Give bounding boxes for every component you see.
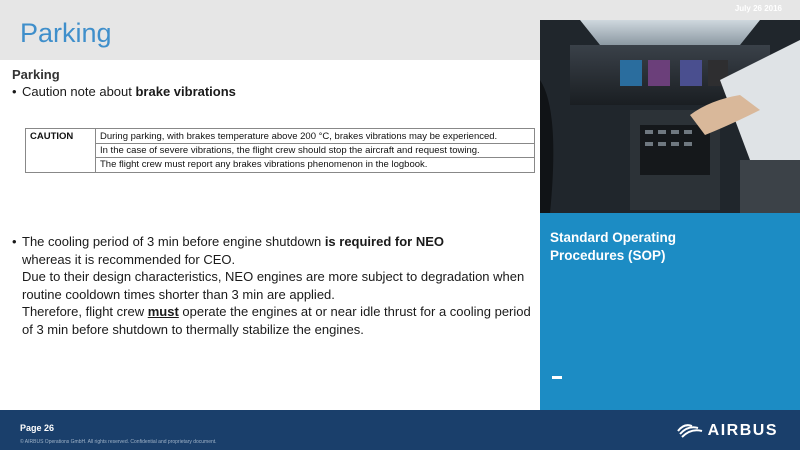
copyright-text: © AIRBUS Operations GmbH. All rights reserved. Confidential and proprietary document. bbox=[20, 439, 217, 445]
bullet-dot: • bbox=[12, 84, 17, 99]
sop-panel bbox=[540, 213, 800, 410]
cooling-line-4 bbox=[12, 303, 542, 338]
cooling-line-2: whereas it is recommended for CEO. bbox=[22, 251, 236, 267]
caution-body bbox=[96, 129, 535, 173]
airbus-wordmark: AIRBUS bbox=[707, 422, 778, 439]
cooling-intro: The cooling period of 3 min before engine shutdown bbox=[22, 234, 325, 249]
sop-dash bbox=[552, 376, 562, 379]
airbus-swirl-icon bbox=[676, 422, 704, 440]
bullet-dot: • bbox=[12, 234, 17, 249]
sop-title: Standard Operating Procedures (SOP) bbox=[550, 230, 677, 263]
page-title: Parking bbox=[20, 18, 112, 48]
bullet-text: Caution note about bbox=[22, 84, 136, 99]
caution-table bbox=[25, 128, 535, 173]
caution-line-2: In the case of severe vibrations, the flight crew should stop the aircraft and request towing. bbox=[96, 143, 534, 157]
cockpit-illustration bbox=[540, 20, 800, 213]
footer-band bbox=[0, 410, 800, 450]
cooling-line-4-post: operate the engines at or near idle thrust for a cooling period of 3 min before shutdown to thermally stabilize the engines. bbox=[22, 304, 531, 337]
cooling-paragraph bbox=[12, 233, 542, 338]
caution-line-1: During parking, with brakes temperature above 200 °C, brakes vibrations may be experienced. bbox=[100, 131, 498, 142]
cooling-intro-bold: is required for NEO bbox=[324, 234, 445, 249]
must-emphasis: must bbox=[147, 304, 179, 319]
bullet-bold-text: brake vibrations bbox=[135, 84, 236, 99]
caution-line-3: The flight crew must report any brakes vibrations phenomenon in the logbook. bbox=[96, 157, 534, 171]
date-label: July 26 2016 bbox=[734, 4, 782, 13]
section-subhead: Parking bbox=[12, 67, 60, 82]
cooling-bullet bbox=[12, 233, 542, 251]
content-area bbox=[12, 66, 537, 100]
airbus-logo bbox=[676, 422, 778, 440]
caution-label: CAUTION bbox=[26, 129, 96, 173]
cooling-line-3: Due to their design characteristics, NEO engines are more subject to degradation when routine cooldown times shorter than 3 min are applied. bbox=[22, 269, 525, 302]
cooling-line-4-pre: Therefore, flight crew bbox=[22, 304, 148, 319]
page-number: Page 26 bbox=[20, 423, 55, 433]
bullet-item bbox=[12, 83, 537, 100]
cockpit-photo bbox=[540, 20, 800, 213]
